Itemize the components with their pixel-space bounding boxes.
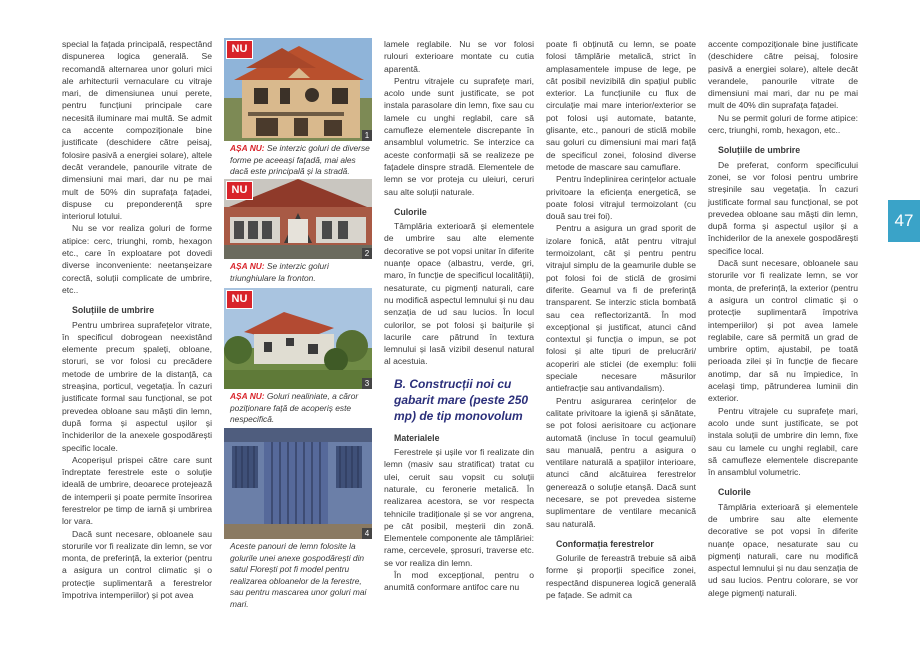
nu-badge: NU bbox=[226, 290, 253, 309]
paragraph: Acoperișul prispei către care sunt îndreptate ferestrele este o soluție ideală de umbrire, deoarece protejează de intemperii și poate permite însorirea ferestrelor pe timp de iarnă și umbrirea lor vara. bbox=[62, 454, 212, 527]
text-column-5 bbox=[708, 38, 858, 599]
paragraph: Dacă sunt necesare, obloanele sau storurile vor fi realizate lemn, se vor monta, de preferință, la exterior (pentru a asigura un control climatic și o protecție suplimentară împotriva intemperiilor) și pot avea lamele reglabile, care să permită un grad de umbrire optim, ajustabil, pe toată perioada zilei și în funcție de fiecare anotimp, dar să nu împiedice, în acelaşi timp, pătrunderea luminii din exterior. bbox=[708, 258, 858, 404]
photo-triangular-windows bbox=[224, 179, 372, 259]
caption-text: Se interzic goluri triunghiulare la fronton. bbox=[230, 261, 329, 283]
paragraph: Pentru vitrajele cu suprafețe mari, acolo unde sunt justificate, se pot instala soluții de umbrire din lemn, fixe sau cu lamele cu unghi reglabil, care să camufleze elementele discrepante în ansamblul volumetric. bbox=[708, 405, 858, 478]
photo-caption bbox=[230, 391, 373, 426]
photo-house-irregular-windows bbox=[224, 38, 372, 141]
photo-number: 3 bbox=[362, 378, 372, 389]
text-column-3 bbox=[384, 38, 534, 594]
caption-text: Aceste panouri de lemn folosite la golurile unei anexe gospodărești din satul Florești pot fi model pentru realizarea obloanelor de la ferestre, sau pentru mascarea unor goluri mai mari. bbox=[230, 541, 367, 609]
text-column-4 bbox=[546, 38, 696, 601]
paragraph: Tâmplăria exterioară și elementele de umbrire sau alte elemente decorative se pot vopsi unitar în diferite nuanțe opace (albastru, verde, gri, maro, în funcție de specificul localității), nesaturate, cu pigmenți naturali, care nu modifică aspectul lemnului și nu dau senzația de ud sau lucios. În locul culorilor, se pot folosi și baițurile și lacurile care pătrund în textura lemnului și lasă vizibil desenul natural al acestuia. bbox=[384, 221, 535, 367]
caption-text: Se interzic goluri de diverse forme pe aceeași fațadă, mai ales dacă este principală și la stradă. bbox=[230, 143, 370, 176]
photo-number: 4 bbox=[362, 528, 372, 539]
paragraph: lamele reglabile. Nu se vor folosi rulouri exterioare montate cu cutia aparentă. bbox=[384, 39, 534, 74]
page-number-tab: 47 bbox=[888, 200, 920, 242]
photo-number: 1 bbox=[362, 130, 372, 141]
caption-text: Goluri nealiniate, a căror poziționare față de acoperiș este nespecifică. bbox=[230, 391, 359, 424]
caption-label: AȘA NU: bbox=[230, 391, 265, 401]
paragraph: special la fațada principală, respectând dispunerea logica generală. Se recomandă alternarea unor goluri mici ale arhitecturii vernaculare cu vitraje mari, de dimensiunea unui perete, pentru funcțiuni principale care necesită iluminare mai multă. Se admit ca accente compoziționale bine justificate (deschidere către peisaj, folosire pasivă a energiei solare), altele decât verandele, panourile vitrate de dimensiuni mai mari, dar nu pe mai mult de 50% din suprafața fațadei, dispuse cu preponderență spre interiorul lotului. bbox=[62, 39, 212, 222]
paragraph: Pentru umbrirea suprafețelor vitrate, în specificul dobrogean neexistând elemente precum șpaleți, obloane, storuri, se vor folosi cu precădere metode de umbrire de la distanță, ca streașina, porticul, vegetația. În cazuri justificate formal sau funcțional, se pot prevedea obloane sau măști din lemn, după forma și aspectul ușilor și închiderilor de la anexele gospodărești specific locale. bbox=[62, 319, 212, 453]
paragraph: De preferat, conform specificului zonei, se vor folosi pentru umbrire streșinile sau vegetația. În cazuri justificate formal sau funcțional, se pot prevedea obloane sau măști din lemn, după forma și aspectul ușilor și a închiderilor de la anexele gospodărești specifice local. bbox=[708, 159, 858, 256]
paragraph: În mod excepțional, pentru o anumită conformare antifoc care nu bbox=[384, 569, 534, 593]
paragraph: poate fi obținută cu lemn, se poate folosi tâmplărie metalică, strict în amplasamentele impuse de lege, pe cât posibil nevizibilă din spațiul public exterior. La funcțiunile cu flux de circulație mai mare interior/exterior se pot folosi uși automate, batante, glisante, etc., panouri de sticlă mobile sau goluri cu dimensiuni mai mari față de specificul zonei, folosind diverse metode de mascare sau camuflare. bbox=[546, 39, 696, 172]
text-column-1 bbox=[62, 38, 212, 601]
section-heading: Soluțiile de umbrire bbox=[718, 145, 801, 156]
paragraph: Golurile de fereastră trebuie să aibă forme și proporții specifice zonei, respectând dispunerea logică generală pe fațade. Se admit ca bbox=[546, 553, 696, 601]
paragraph: Ferestrele și ușile vor fi realizate din lemn (masiv sau stratificat) tratat cu ulei, ceruit sau vopsit cu soluții naturale, cu feronerie metalică. În realizarea acestora, se vor respecta tehnicile tradiționale și se vor angrena, pe cât posibil, meșterii din zonă. Elementele componente ale tâmplăriei: rame, cercevele, șprosuri, traverse etc. se vor realiza din lemn. bbox=[384, 447, 534, 568]
paragraph: Tâmplăria exterioară și elementele de umbrire sau alte elemente decorative se pot vopsi în diferite nuanțe opace, nesaturate sau cu pigmenți naturali, care nu modifică aspectul lemnului și nu dau senzația de ud sau lucios. Pentru colorare, se vor alege pigmenți naturali. bbox=[708, 501, 859, 598]
section-heading: Culorile bbox=[718, 487, 751, 498]
paragraph: Dacă sunt necesare, obloanele sau storurile vor fi realizate din lemn, se vor monta, de preferință, la exterior (pentru a asigura un control climatic și o protecție suplimentară a ferestrelor împotriva intemperiilor) și pot avea bbox=[62, 528, 212, 601]
nu-badge: NU bbox=[226, 181, 253, 200]
paragraph: Pentru a asigura un grad sporit de izolare fonică, atât pentru vitrajul termoizolant, cât și pentru pentru vitrajul simplu de la geamurile duble se pot folosi foi de sticlă de grosimi diferite. Geamul va fi de preferință transparent. Se interzic sticla bombată sau cea reflectorizantă. În mod excepțional și justificat, atunci când contextul și funcția o impun, se pot folosi și alte tipuri de prelucrări/ acoperiri ale sticlei (de exemplu: folii speciale necesare măsurilor antiefracție sau antivandalism). bbox=[546, 223, 696, 394]
nu-badge: NU bbox=[226, 40, 253, 59]
section-heading: Conformația ferestrelor bbox=[556, 538, 654, 549]
chapter-heading: B. Construcții noi cu gabarit mare (peste 250 mp) de tip monovolum bbox=[394, 376, 529, 423]
paragraph: Pentru îndeplinirea cerințelor actuale privitoare la eficiența energetică, se poate folosi vitrajul termoizolant (cu două sau trei foi). bbox=[546, 174, 696, 222]
photo-number: 2 bbox=[362, 248, 372, 259]
photo-unaligned-windows bbox=[224, 288, 372, 389]
paragraph: Nu se permit goluri de forme atipice: cerc, triunghi, romb, hexagon, etc.. bbox=[708, 112, 858, 136]
caption-label: AȘA NU: bbox=[230, 261, 265, 271]
photo-caption bbox=[230, 541, 373, 610]
photo-wooden-panels bbox=[224, 428, 372, 539]
photo-caption bbox=[230, 261, 373, 284]
caption-label: AȘA NU: bbox=[230, 143, 265, 153]
section-heading: Culorile bbox=[394, 206, 427, 217]
paragraph: Nu se vor realiza goluri de forme atipice: cerc, triunghi, romb, hexagon etc., care în exploatare pot dovedi diverse inconveniente: neetanșeizare corectă, soluții complicate de umbrire, etc.. bbox=[62, 223, 212, 295]
photo-caption bbox=[230, 143, 373, 178]
paragraph: accente compoziționale bine justificate (deschidere către peisaj, folosire pasivă a energiei solare), altele decât verandele, panourile vitrate de dimensiuni mai mari, dar nu pe mai mult de 40% din suprafața fațadei. bbox=[708, 39, 858, 111]
section-heading: Materialele bbox=[394, 432, 440, 443]
paragraph: Pentru asigurarea cerințelor de calitate privitoare la igienă și sănătate, se pot folosi aerisitoare cu acționare automată (incluse în tocul geamului) sau manuală, pentru a asigura o ventilare naturală a spațiilor interioare, atunci când alcătuirea ferestrelor generează o soluție etanșă. Dacă sunt necesare, se pot prevedea sisteme suplimentare de ventilare mecanică sau naturală. bbox=[546, 395, 696, 529]
section-heading: Soluțiile de umbrire bbox=[72, 305, 155, 316]
paragraph: Pentru vitrajele cu suprafețe mari, acolo unde sunt justificate, se pot instala parasolare din lemn, fixe sau cu lamele cu unghi reglabil, care să camufleze elementele discrepante în ansamblul volumetric. Se interzice ca aceste conformații să se realizeze pe fațadele dinspre stradă. Elementele de lemn se vor proteja cu uleiuri, ceruri sau alte soluții naturale. bbox=[384, 75, 534, 197]
